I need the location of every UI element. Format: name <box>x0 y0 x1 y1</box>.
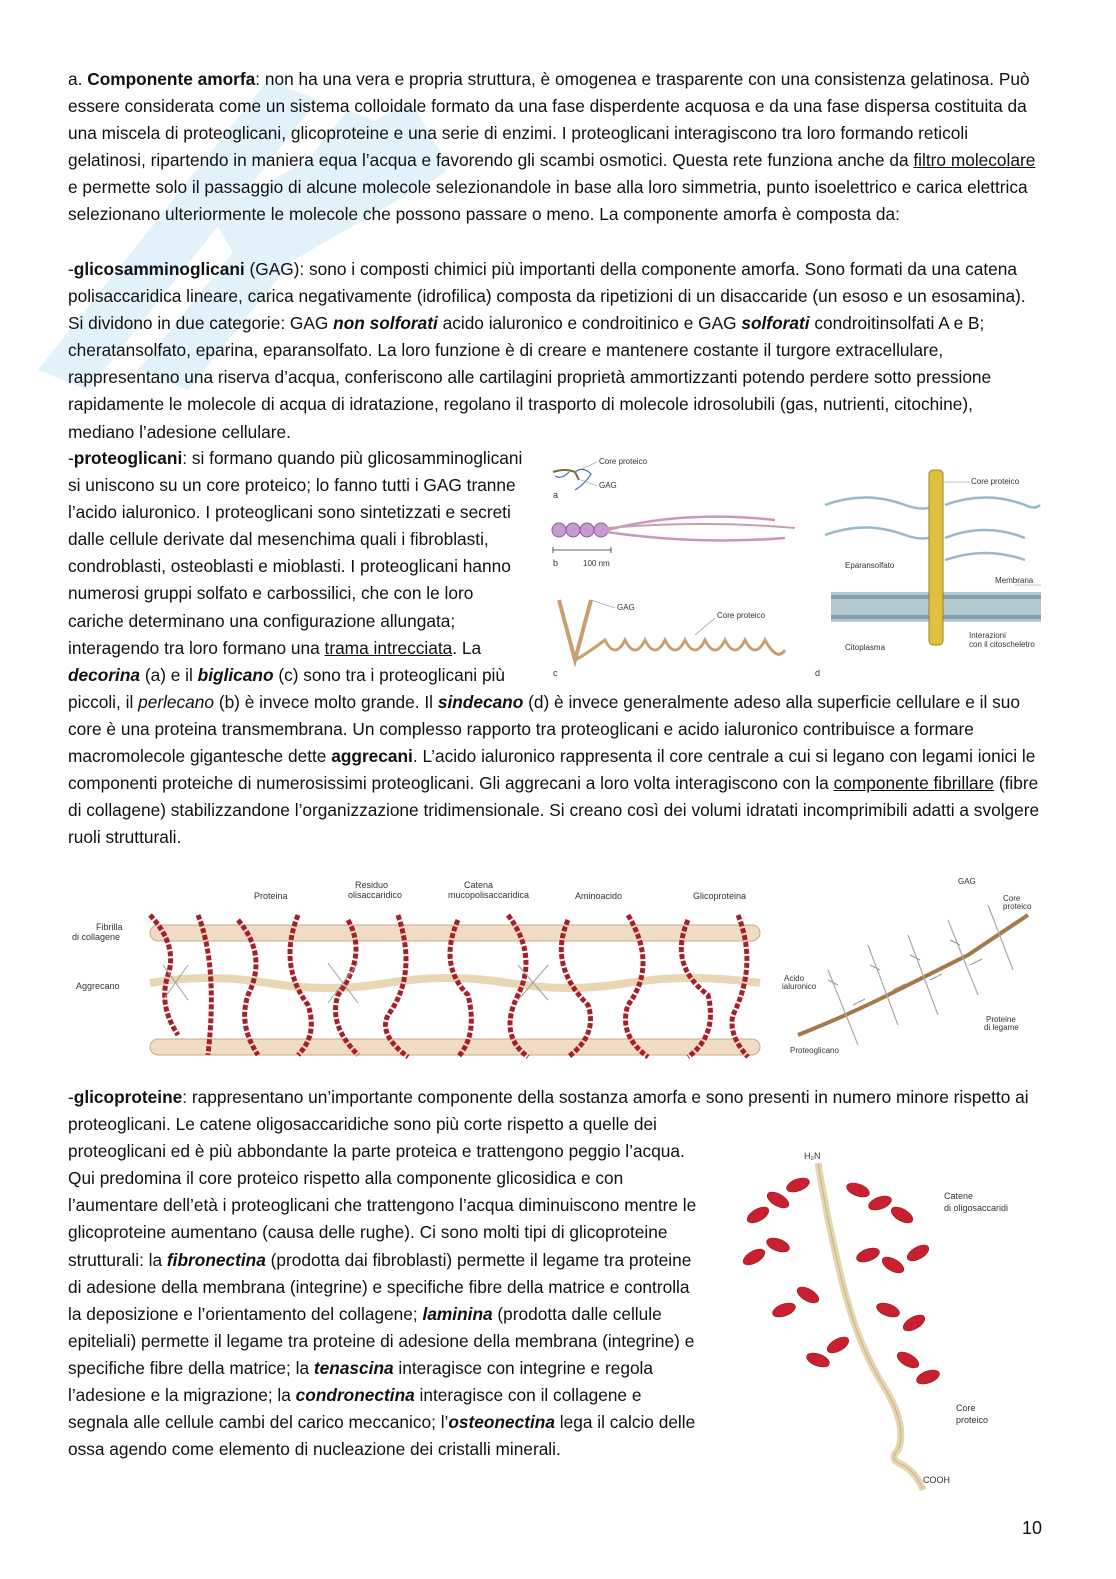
svg-text:di oligosaccaridi: di oligosaccaridi <box>944 1203 1009 1213</box>
svg-text:olisaccaridico: olisaccaridico <box>348 890 403 900</box>
svg-text:a: a <box>553 490 559 500</box>
svg-text:con il citoscheletro: con il citoscheletro <box>969 640 1035 649</box>
svg-text:di collagene: di collagene <box>72 932 121 942</box>
svg-text:mucopolisaccaridica: mucopolisaccaridica <box>448 890 530 900</box>
svg-text:c: c <box>553 668 558 678</box>
paragraph-componente-amorfa: a. Componente amorfa: non ha una vera e propria struttura, è omogenea e trasparente con una consistenza gelatinosa. Può essere considerata come un sistema colloidale formato da una fase disperdente acquosa e da una fase dispersa costituita da una miscela di proteoglicani, glicoproteine e una serie di enzimi. I proteoglicani interagiscono tra loro formando reticoli gelatinosi, ripartendo in maniera equa l’acqua e favorendo gli scambi osmotici. Questa rete funziona anche da filtro molecolare e permette solo il passaggio di alcune molecole selezionandole in base alla loro simmetria, punto isoelettrico e carica elettrica selezionano ulteriormente le molecole che possono passare o meno. La componente amorfa è composta da: <box>68 69 1036 225</box>
svg-text:ialuronico: ialuronico <box>782 982 817 991</box>
link-filtro-molecolare: filtro molecolare <box>913 150 1036 171</box>
term-glicosamminoglicani: glicosamminoglicani <box>73 259 245 279</box>
term-proteoglicani: proteoglicani <box>73 448 183 468</box>
figure-matrix-aggrecan <box>68 875 1043 1070</box>
svg-text:Fibrilla: Fibrilla <box>96 922 123 932</box>
svg-text:Membrana: Membrana <box>995 576 1034 585</box>
diagram-collagen-matrix <box>72 880 760 1057</box>
figure-glycoprotein <box>718 1145 1048 1495</box>
svg-text:100 nm: 100 nm <box>583 559 610 568</box>
svg-text:GAG: GAG <box>958 877 976 886</box>
page-number: 10 <box>1021 1518 1042 1538</box>
svg-text:d: d <box>815 668 821 678</box>
diagram-aggrecan-aggregate <box>782 877 1032 1055</box>
diagram-decorina <box>553 457 648 500</box>
svg-text:proteico: proteico <box>1003 902 1032 911</box>
svg-text:Residuo: Residuo <box>355 880 389 890</box>
svg-text:Core proteico: Core proteico <box>971 477 1020 486</box>
paragraph-glicosamminoglicani: -glicosamminoglicani (GAG): sono i composti chimici più importanti della componente amorfa. Sono formati da una catena polisaccaridica lineare, carica negativamente (idrofilica) composta da ripetizioni di un disaccaride (un esoso e un esosamina). Si dividono in due categorie: GAG non solforati acido ialuronico e condroitinico e GAG solforati condroitinsolfati A e B; cheratansolfato, eparina, eparansolfato. La loro funzione è di creare e mantenere costante il turgore extracellulare, rappresentano una riserva d’acqua, conferiscono alle cartilagini proprietà ammortizzanti potendo perdere sotto pressione rapidamente le molecole di acqua di idratazione, regolano il trasporto di molecole idrosolubili (gas, nutrienti, citochine), mediano l’adesione cellulare. <box>68 259 1026 442</box>
paragraph-proteoglicani: -proteoglicani: si formano quando più glicosamminoglicani si uniscono su un core proteico; lo fanno tutti i GAG tranne l’acido ialuronico. I proteoglicani sono sintetizzati e secreti dalle cellule derivate dal mesenchima quali i fibroblasti, condroblasti, osteoblasti e mioblasti. I proteoglicani hanno numerosi gruppi solfato e carbossilici, che con le loro cariche determinano una configurazione allungata; interagendo tra loro formano una trama intrecciata. La decorina (a) e il biglicano (c) sono tra i proteoglicani più piccoli, il perlecano (b) è invece molto grande. Il sindecano (d) è invece generalmente adeso alla superficie cellulare e il suo core è una proteina transmembrana. Un complesso rapporto tra proteoglicani e acido ialuronico contribuisce a formare macromolecole gigantesche dette aggrecani. L’acido ialuronico rappresenta il core centrale a cui si legano con legami ionici le componenti proteiche di numerosissimi proteoglicani. Gli aggrecani a loro volta interagiscono con la componente fibrillare (fibre di collagene) stabilizzandone l’organizzazione tridimensionale. Si creano così dei volumi idratati incomprimibili adatti a svolgere ruoli strutturali. <box>68 445 1043 851</box>
svg-text:Core: Core <box>956 1403 976 1413</box>
paragraph-glicoproteine: -glicoproteine: rappresentano un’importante componente della sostanza amorfa e sono presenti in numero minore rispetto ai proteoglicani. Le catene oligosaccaridiche sono più corte rispetto a quelle dei proteoglicani ed è più abbondante la parte proteica e trattengono peggio l’acqua. Qui predomina il core proteico rispetto alla componente glicosidica e con l’aumentare dell’età i proteoglicani che trattengono l’acqua diminuiscono mentre le glicoproteine aumentano (causa delle rughe). Ci sono molti tipi di glicoproteine strutturali: la fibronectina (prodotta dai fibroblasti) permette il legame tra proteine di adesione della membrana (integrine) e specifiche fibre della matrice e controlla la deposizione e l’orientamento del collagene; laminina (prodotta dalle cellule epiteliali) permette il legame tra proteine di adesione della membrana (integrine) e specifiche fibre della matrice; la tenascina interagisce con integrine e regola l’adesione e la migrazione; la condronectina interagisce con il collagene e segnala alle cellule cambi del carico meccanico; l’osteonectina lega il calcio delle ossa agendo come elemento di nucleazione dei cristalli minerali. <box>68 1084 1043 1508</box>
svg-text:di legame: di legame <box>984 1023 1019 1032</box>
term-glicoproteine: glicoproteine <box>73 1087 183 1107</box>
term-componente-amorfa: Componente amorfa <box>87 69 256 89</box>
svg-text:COOH: COOH <box>923 1475 950 1485</box>
svg-text:b: b <box>553 558 559 568</box>
svg-text:proteico: proteico <box>956 1415 989 1425</box>
svg-text:Acido: Acido <box>784 974 805 983</box>
svg-text:Proteina: Proteina <box>254 891 288 901</box>
diagram-biglicano <box>553 600 785 678</box>
svg-text:Eparansolfato: Eparansolfato <box>845 561 895 570</box>
svg-text:Interazioni: Interazioni <box>969 631 1006 640</box>
svg-text:Proteoglicano: Proteoglicano <box>790 1046 839 1055</box>
figure-proteoglycans <box>545 450 1045 685</box>
link-componente-fibrillare: componente fibrillare <box>833 773 995 794</box>
svg-text:GAG: GAG <box>617 603 635 612</box>
svg-text:Aminoacido: Aminoacido <box>575 891 623 901</box>
svg-text:Glicoproteina: Glicoproteina <box>693 891 747 901</box>
svg-text:Catena: Catena <box>464 880 494 890</box>
svg-text:Core proteico: Core proteico <box>717 611 766 620</box>
link-trama-intrecciata: trama intrecciata <box>324 637 453 658</box>
svg-text:Citoplasma: Citoplasma <box>845 643 886 652</box>
svg-text:Proteine: Proteine <box>986 1015 1016 1024</box>
svg-text:Core proteico: Core proteico <box>599 457 648 466</box>
svg-text:Aggrecano: Aggrecano <box>76 981 120 991</box>
svg-text:Catene: Catene <box>944 1191 974 1201</box>
svg-text:GAG: GAG <box>599 481 617 490</box>
diagram-sindecano <box>815 470 1041 678</box>
svg-text:Core: Core <box>1003 894 1021 903</box>
svg-text:H₂N: H₂N <box>804 1151 821 1161</box>
diagram-perlecano <box>552 517 795 568</box>
